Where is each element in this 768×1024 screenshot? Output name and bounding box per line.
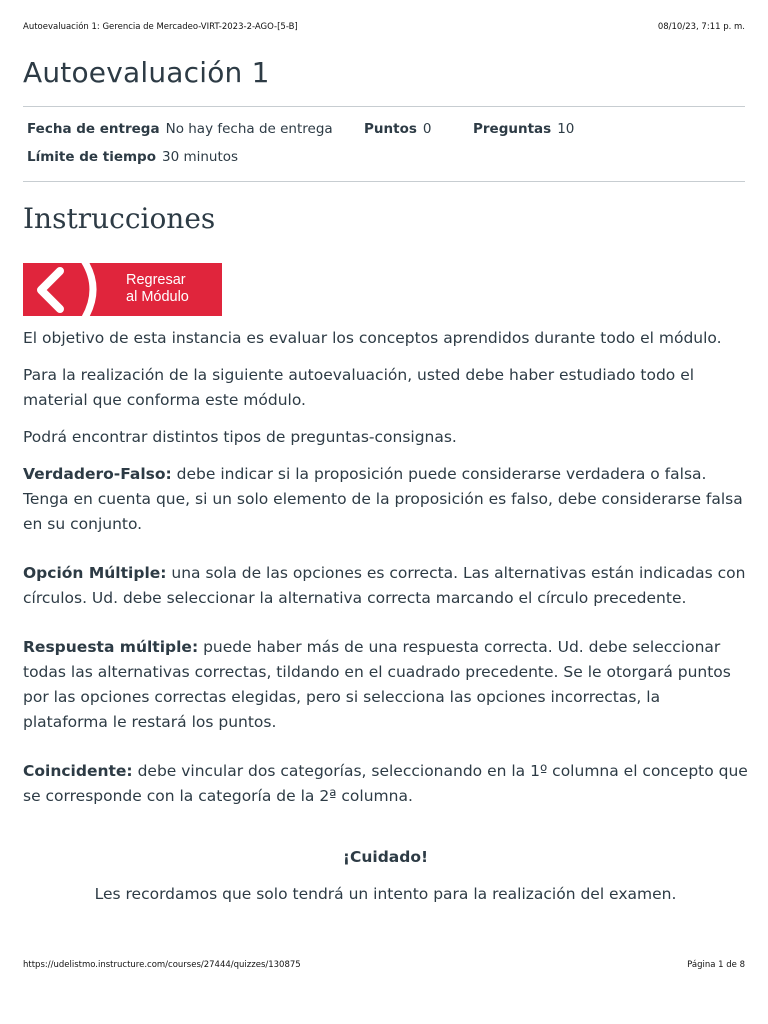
instruction-paragraph: El objetivo de esta instancia es evaluar los conceptos aprendidos durante todo el módulo. — [23, 329, 722, 347]
instruction-paragraph: Para la realización de la siguiente autoevaluación, usted debe haber estudiado todo el material que conforma este módulo. — [23, 366, 695, 409]
instruction-paragraph: Podrá encontrar distintos tipos de preguntas-consignas. — [23, 428, 457, 446]
questions-label: Preguntas — [473, 121, 552, 137]
due-date — [27, 121, 364, 137]
warning-text: Les recordamos que solo tendrá un intento para la realización del examen. — [94, 885, 677, 903]
page-title: Autoevaluación 1 — [23, 56, 270, 89]
print-page-number: Página 1 de 8 — [687, 960, 745, 970]
question-type-multiple-choice: Opción Múltiple: una sola de las opciones es correcta. Las alternativas están indicadas con círculos. Ud. debe seleccionar la alternativa correcta marcando el círculo precedente. — [23, 564, 746, 607]
points-value: 0 — [422, 121, 432, 137]
question-type-true-false: Verdadero-Falso: debe indicar si la proposición puede considerarse verdadera o falsa. Tenga en cuenta que, si un solo elemento de la proposición es falso, debe considerarse falsa en su conjunto. — [23, 465, 743, 533]
due-date-value: No hay fecha de entrega — [165, 121, 333, 137]
print-footer — [23, 960, 745, 970]
print-header — [23, 22, 745, 32]
time-limit-value: 30 minutos — [162, 149, 239, 165]
instructions-body — [23, 326, 748, 919]
quiz-meta-row-time — [27, 149, 238, 165]
questions-value: 10 — [557, 121, 575, 137]
questions-count — [473, 121, 574, 137]
back-to-module-label: Regresar al Módulo — [126, 272, 189, 305]
question-type-matching: Coincidente: debe vincular dos categorías, seleccionando en la 1º columna el concepto que se corresponde con la categoría de la 2ª columna. — [23, 762, 748, 805]
print-url: https://udelistmo.instructure.com/courses/27444/quizzes/130875 — [23, 960, 301, 970]
question-type-multiple-answer: Respuesta múltiple: puede haber más de una respuesta correcta. Ud. debe seleccionar todas las alternativas correctas, tildando en el cuadrado precedente. Se le otorgará puntos por las opciones correctas elegidas, pero si selecciona las opciones incorrectas, la plataforma le restará los puntos. — [23, 638, 731, 731]
points — [364, 121, 473, 137]
print-datetime: 08/10/23, 7:11 p. m. — [657, 22, 745, 32]
warning-title: ¡Cuidado! — [342, 848, 429, 866]
divider — [23, 181, 745, 182]
back-to-module-button[interactable] — [23, 263, 222, 316]
time-limit-label: Límite de tiempo — [27, 149, 156, 165]
print-doc-title: Autoevaluación 1: Gerencia de Mercadeo-VIRT-2023-2-AGO-[5-B] — [23, 22, 298, 32]
chevron-left-icon — [23, 263, 222, 316]
due-date-label: Fecha de entrega — [27, 121, 160, 137]
divider — [23, 106, 745, 107]
points-label: Puntos — [364, 121, 417, 137]
quiz-meta-row — [27, 121, 574, 137]
time-limit — [27, 149, 238, 165]
instructions-heading: Instrucciones — [23, 202, 216, 235]
